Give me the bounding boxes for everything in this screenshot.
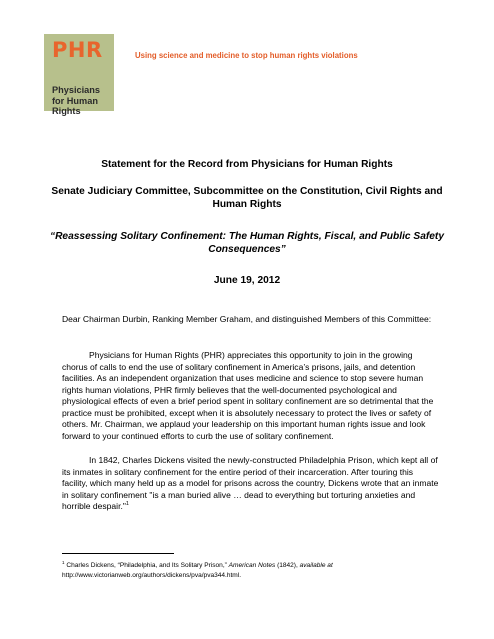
salutation: Dear Chairman Durbin, Ranking Member Graham, and distinguished Members of this Committee: bbox=[62, 314, 432, 324]
footnote-book-title: American Notes bbox=[228, 562, 276, 569]
footnote-year: (1842), bbox=[277, 562, 298, 569]
footnote bbox=[62, 561, 442, 581]
footnote-lead: Charles Dickens, “Philadelphia, and Its Solitary Prison,” bbox=[66, 562, 227, 569]
footnote-available-at: available at bbox=[299, 562, 333, 569]
logo-org-name: Physicians for Human Rights bbox=[52, 85, 101, 116]
statement-date: June 19, 2012 bbox=[213, 275, 281, 286]
footnote-divider bbox=[62, 553, 174, 554]
hearing-title: “Reassessing Solitary Confinement: The Human Rights, Fiscal, and Public Safety Consequences” bbox=[49, 231, 444, 255]
footnote-reference[interactable]: 1 bbox=[125, 501, 129, 507]
footnote-number: 1 bbox=[62, 560, 65, 565]
tagline: Using science and medicine to stop human rights violations bbox=[135, 51, 358, 60]
committee-title: Senate Judiciary Committee, Subcommittee on the Constitution, Civil Rights and Human Rights bbox=[51, 186, 443, 210]
phr-logo bbox=[44, 34, 114, 116]
logo-mark: PHR bbox=[52, 38, 103, 62]
footnote-url[interactable]: http://www.victorianweb.org/authors/dickens/pva/pva344.html. bbox=[62, 572, 242, 579]
paragraph-2-text: In 1842, Charles Dickens visited the newly-constructed Philadelphia Prison, which kept all of its inmates in solitary confinement for the entire period of their incarceration. After touring this facility, which many held up as a model for prisons across the country, Dickens wrote that an inmate in solitary confinement "is a man buried alive … dead to everything but torturing anxieties and horrible despair." bbox=[62, 455, 439, 511]
paragraph-2 bbox=[62, 455, 440, 513]
statement-title: Statement for the Record from Physicians for Human Rights bbox=[101, 159, 393, 170]
paragraph-1: Physicians for Human Rights (PHR) appreciates this opportunity to join in the growing chorus of calls to end the use of solitary confinement in America’s prisons, jails, and detention facilities. As an independent organization that uses medicine and science to stop severe human rights human violations, PHR firmly believes that the well-documented psychological and physiological effects of even a brief period spent in solitary confinement are so detrimental that the practice must be prohibited, except when it is absolutely necessary to protect the lives or safety of others. Mr. Chairman, we applaud your leadership on this important human rights issue and look forward to your continued efforts to curb the use of solitary confinement. bbox=[62, 350, 434, 441]
